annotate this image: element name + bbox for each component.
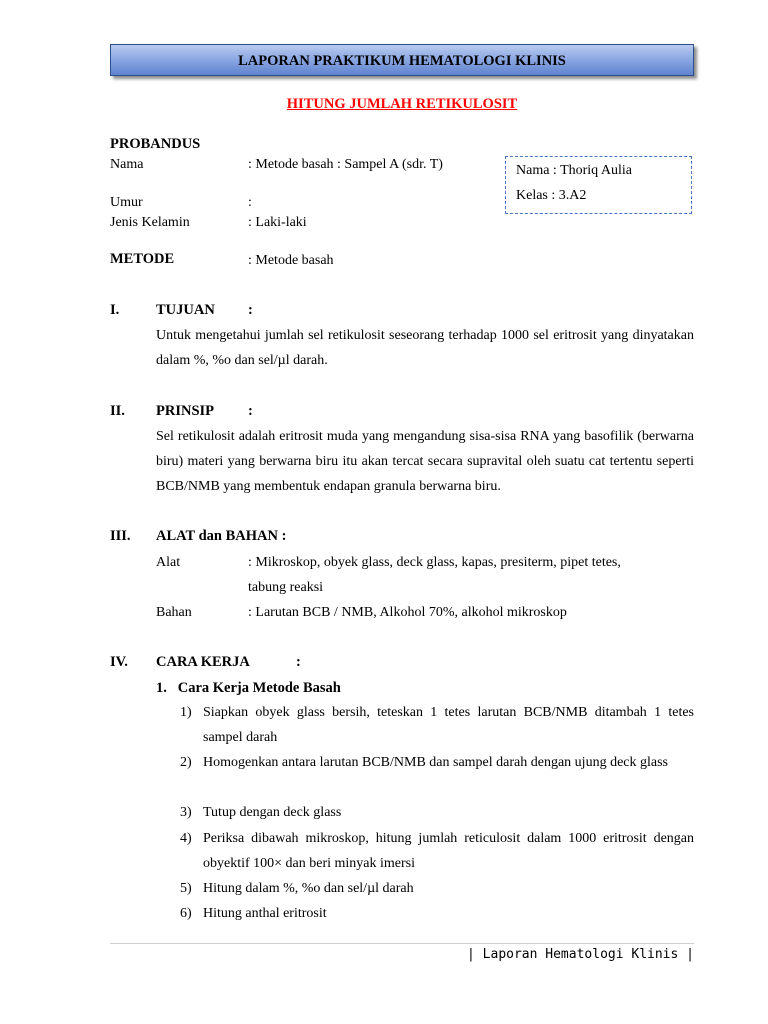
- section-number: II.: [110, 403, 125, 419]
- step-text: Homogenkan antara larutan BCB/NMB dan sampel darah dengan ujung deck glass: [203, 755, 668, 770]
- step-number: 5): [180, 881, 192, 896]
- umur-label: Umur: [110, 195, 143, 210]
- prinsip-title: PRINSIP: [156, 403, 215, 419]
- student-name: Nama : Thoriq Aulia: [516, 163, 632, 178]
- section-number: I.: [110, 302, 120, 318]
- tujuan-text: Untuk mengetahui jumlah sel retikulosit seseorang terhadap 1000 sel eritrosit yang dinyatakan dalam %, %o dan sel/µl darah.: [156, 328, 694, 368]
- umur-value: :: [248, 195, 252, 210]
- tujuan-title: TUJUAN: [156, 302, 215, 318]
- prinsip-text: Sel retikulosit adalah eritrosit muda yang mengandung sisa-sisa RNA yang basofilik (berwarna biru) materi yang berwarna biru itu akan tercat secara supravital oleh suatu cat tertentu seperti BCB/NMB yang membentuk endapan granula berwarna biru.: [156, 429, 694, 494]
- alat-value: : Mikroskop, obyek glass, deck glass, kapas, presiterm, pipet tetes,: [248, 555, 621, 570]
- alat-value-cont: tabung reaksi: [248, 580, 324, 595]
- jenis-kelamin-label: Jenis Kelamin: [110, 215, 190, 230]
- student-class: Kelas : 3.A2: [516, 188, 587, 203]
- step-text: Hitung dalam %, %o dan sel/µl darah: [203, 881, 414, 896]
- alat-label: Alat: [156, 555, 181, 570]
- prinsip-colon: :: [248, 403, 253, 419]
- section-number: IV.: [110, 654, 128, 670]
- report-banner: [110, 44, 694, 76]
- cara-kerja-subtitle: 1. Cara Kerja Metode Basah: [156, 680, 341, 696]
- metode-value: : Metode basah: [248, 253, 334, 268]
- step-text: Siapkan obyek glass bersih, teteskan 1 tetes larutan BCB/NMB ditambah 1 tetes sampel darah: [203, 705, 694, 745]
- step-number: 2): [180, 755, 192, 770]
- page-footer: | Laporan Hematologi Klinis |: [467, 947, 694, 962]
- nama-value: : Metode basah : Sampel A (sdr. T): [248, 157, 443, 172]
- step-number: 6): [180, 906, 192, 921]
- step-text: Hitung anthal eritrosit: [203, 906, 327, 921]
- student-info-box: [505, 156, 692, 214]
- metode-label: METODE: [110, 251, 175, 267]
- section-number: III.: [110, 528, 131, 544]
- step-text: Tutup dengan deck glass: [203, 805, 342, 820]
- cara-kerja-colon: :: [296, 654, 301, 670]
- step-text: Periksa dibawah mikroskop, hitung jumlah reticulosit dalam 1000 eritrosit dengan obyektif 100× dan beri minyak imersi: [203, 831, 694, 871]
- bahan-label: Bahan: [156, 605, 192, 620]
- bahan-value: : Larutan BCB / NMB, Alkohol 70%, alkohol mikroskop: [248, 605, 567, 620]
- alat-bahan-title: ALAT dan BAHAN :: [156, 528, 287, 544]
- step-number: 1): [180, 705, 192, 720]
- jenis-kelamin-value: : Laki-laki: [248, 215, 307, 230]
- step-number: 4): [180, 831, 192, 846]
- tujuan-colon: :: [248, 302, 253, 318]
- document-title: HITUNG JUMLAH RETIKULOSIT: [286, 96, 518, 112]
- cara-kerja-title: CARA KERJA: [156, 654, 250, 670]
- probandus-heading: PROBANDUS: [110, 136, 201, 152]
- nama-label: Nama: [110, 157, 144, 172]
- banner-title: LAPORAN PRAKTIKUM HEMATOLOGI KLINIS: [238, 53, 566, 69]
- step-number: 3): [180, 805, 192, 820]
- footer-divider: [110, 943, 694, 944]
